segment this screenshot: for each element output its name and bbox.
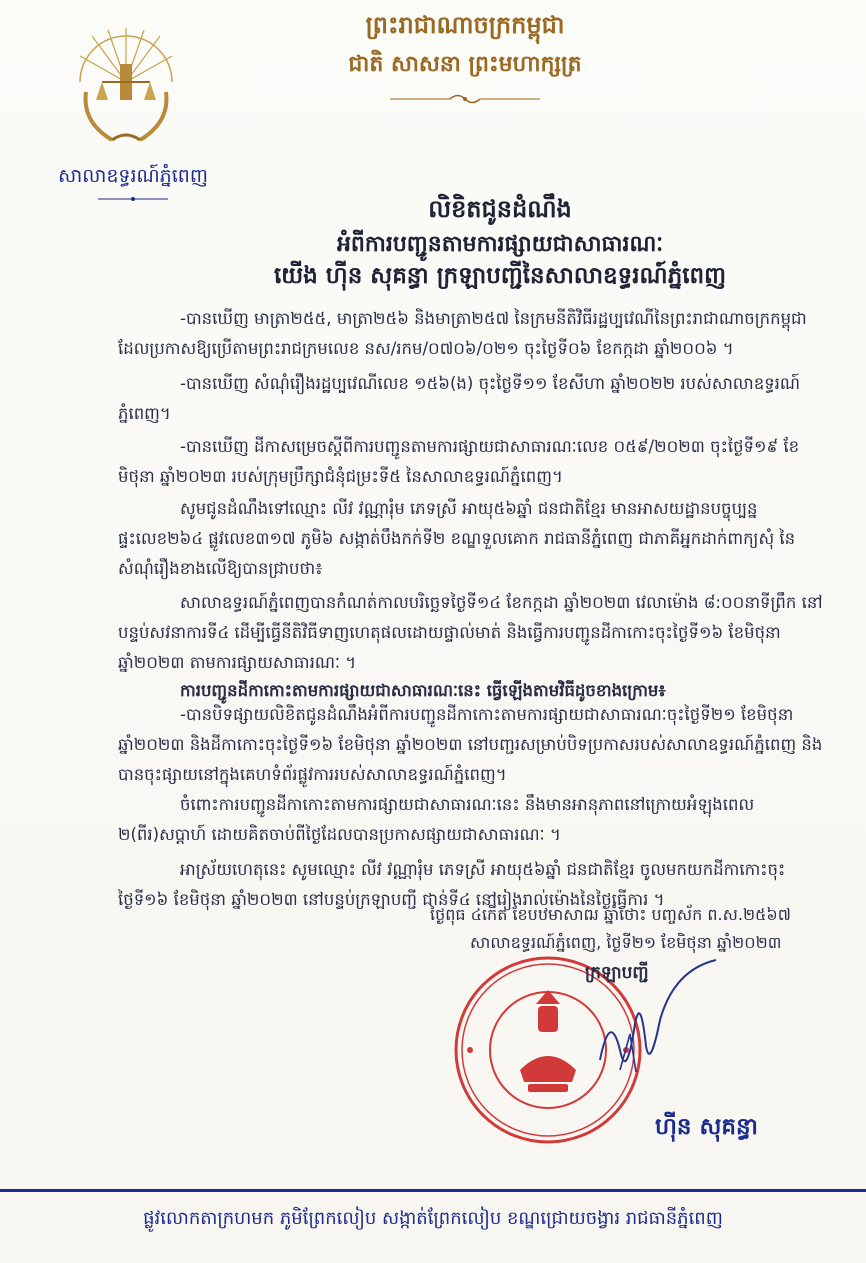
- footer-divider: [0, 1189, 866, 1192]
- body-paragraph: -បានបិទផ្សាយលិខិតជូនដំណឹងអំពីការបញ្ជូនដីកាកោះតាមការផ្សាយជាសាធារណៈចុះថ្ងៃទី២១ ខែមិថុនា ឆ្នាំ២០២៣ និងដីកាកោះចុះថ្ងៃទី១៦ ខែមិថុនា ឆ្នាំ២០២៣ នៅបញ្ជរសម្រាប់បិទប្រកាសរបស់សាលាឧទ្ធរណ៍ភ្នំពេញ និងបានចុះផ្សាយនៅក្នុងគេហទំព័រផ្លូវការរបស់សាលាឧទ្ធរណ៍ភ្នំពេញ។: [118, 705, 823, 784]
- signer-title: ក្រឡាបញ្ជី: [585, 963, 649, 983]
- body-paragraph: -បានឃើញ មាត្រា២៥៥, មាត្រា២៥៦ និងមាត្រា២៥៧ នៃក្រមនីតិវិធីរដ្ឋប្បវេណីនៃព្រះរាជាណាចក្រកម្ពុជា ដែលប្រកាសឱ្យប្រើតាមព្រះរាជក្រមលេខ នស/រកម/០៧០៦/០២១ ចុះថ្ងៃទី០៦ ខែកក្កដា ឆ្នាំ២០០៦ ។: [118, 309, 807, 358]
- place-and-date: សាលាឧទ្ធរណ៍ភ្នំពេញ, ថ្ងៃទី២១ ខែមិថុនា ឆ្នាំ២០២៣: [470, 933, 782, 952]
- body-paragraph: សាលាឧទ្ធរណ៍ភ្នំពេញបានកំណត់កាលបរិច្ឆេទថ្ងៃទី១៤ ខែកក្កដា ឆ្នាំ២០២៣ វេលាម៉ោង ៨:០០នាទីព្រឹក នៅបន្ទប់សវនាការទី៤ ដើម្បីធ្វើនីតិវិធីទាញហេតុផលដោយផ្ទាល់មាត់ និងធ្វើការបញ្ជូនដីកាកោះចុះថ្ងៃទី១៦ ខែមិថុនា ឆ្នាំ២០២៣ តាមការផ្សាយសាធារណៈ ។: [118, 593, 823, 672]
- body-paragraph: អាស្រ័យហេតុនេះ សូមឈ្មោះ លីវ វណ្ណារុំម ភេទស្រី អាយុ៥៦ឆ្នាំ ជនជាតិខ្មែរ ចូលមកយកដីកាកោះចុះថ្ងៃទី១៦ ខែមិថុនា ឆ្នាំ២០២៣ នៅបន្ទប់ក្រឡាបញ្ជី ជាន់ទី៤ នៅរៀងរាល់ម៉ោងនៃថ្ងៃធ្វើការ ។: [118, 860, 786, 909]
- document-issuer: យើង ហ៊ីន សុគន្ធា ក្រឡាបញ្ជីនៃសាលាឧទ្ធរណ៍ភ្នំពេញ: [273, 263, 726, 289]
- body-paragraph: សូមជូនដំណឹងទៅឈ្មោះ លីវ វណ្ណារុំម ភេទស្រី អាយុ៥៦ឆ្នាំ ជនជាតិខ្មែរ មានអាសយដ្ឋានបច្ចុប្បន្នផ្ទះលេខ២៦៤ ផ្លូវលេខ៣១៧ ភូមិ៦ សង្កាត់បឹងកក់ទី២ ខណ្ឌទួលគោក រាជធានីភ្នំពេញ ជាភាគីអ្នកដាក់ពាក្យសុំ នៃសំណុំរឿងខាងលើឱ្យបានជ្រាបថា៖: [118, 499, 796, 578]
- lunar-date: ថ្ងៃពុធ ៤កើត ខែបឋមាសាឍ ឆ្នាំថោះ បញ្ចស័ក ព.ស.២៥៦៧: [430, 905, 791, 924]
- header-ornament: [390, 92, 540, 106]
- kingdom-heading: ព្រះរាជាណាចក្រកម្ពុជា: [365, 11, 565, 39]
- body-paragraph: -បានឃើញ សំណុំរឿងរដ្ឋប្បវេណីលេខ ១៥៦(ង) ចុះថ្ងៃទី១១ ខែសីហា ឆ្នាំ២០២២ របស់សាលាឧទ្ធរណ៍ភ្នំពេញ។: [118, 374, 801, 423]
- footer-address: ផ្លូវលោកតាក្រហមក ភូមិព្រែកលៀប សង្កាត់ព្រែកលៀប ខណ្ឌជ្រោយចង្វារ រាជធានីភ្នំពេញ: [143, 1208, 723, 1229]
- body-paragraph: ចំពោះការបញ្ជូនដីកាកោះតាមការផ្សាយជាសាធារណៈនេះ នឹងមានអានុភាពនៅក្រោយអំឡុងពេល ២(ពីរ)សប្ដាហ៍ ដោយគិតចាប់ពីថ្ងៃដែលបានប្រកាសផ្សាយជាសាធារណៈ ។: [118, 795, 755, 844]
- document-subtitle: អំពីការបញ្ជូនតាមការផ្សាយជាសាធារណៈ: [336, 232, 664, 257]
- national-motto: ជាតិ សាសនា ព្រះមហាក្សត្រ: [348, 52, 582, 77]
- signer-name: ហ៊ីន សុគន្ធា: [655, 1114, 758, 1140]
- court-name: សាលាឧទ្ធរណ៍ភ្នំពេញ: [58, 165, 208, 187]
- signature-mark: [590, 950, 730, 1090]
- body-paragraph: -បានឃើញ ដីកាសម្រេចស្ដីពីការបញ្ជូនតាមការផ្សាយជាសាធារណៈលេខ ០៥៩/២០២៣ ចុះថ្ងៃទី១៩ ខែមិថុនា ឆ្នាំ២០២៣ របស់ក្រុមប្រឹក្សាជំនុំជម្រះទី៥ នៃសាលាឧទ្ធរណ៍ភ្នំពេញ។: [118, 437, 800, 486]
- document-title: លិខិតជូនដំណឹង: [428, 195, 572, 223]
- court-emblem-icon: [72, 22, 180, 150]
- body-paragraph-heading: ការបញ្ជូនដីកាកោះតាមការផ្សាយជាសាធារណៈនេះ ធ្វើឡើងតាមវិធីដូចខាងក្រោម៖: [180, 681, 666, 700]
